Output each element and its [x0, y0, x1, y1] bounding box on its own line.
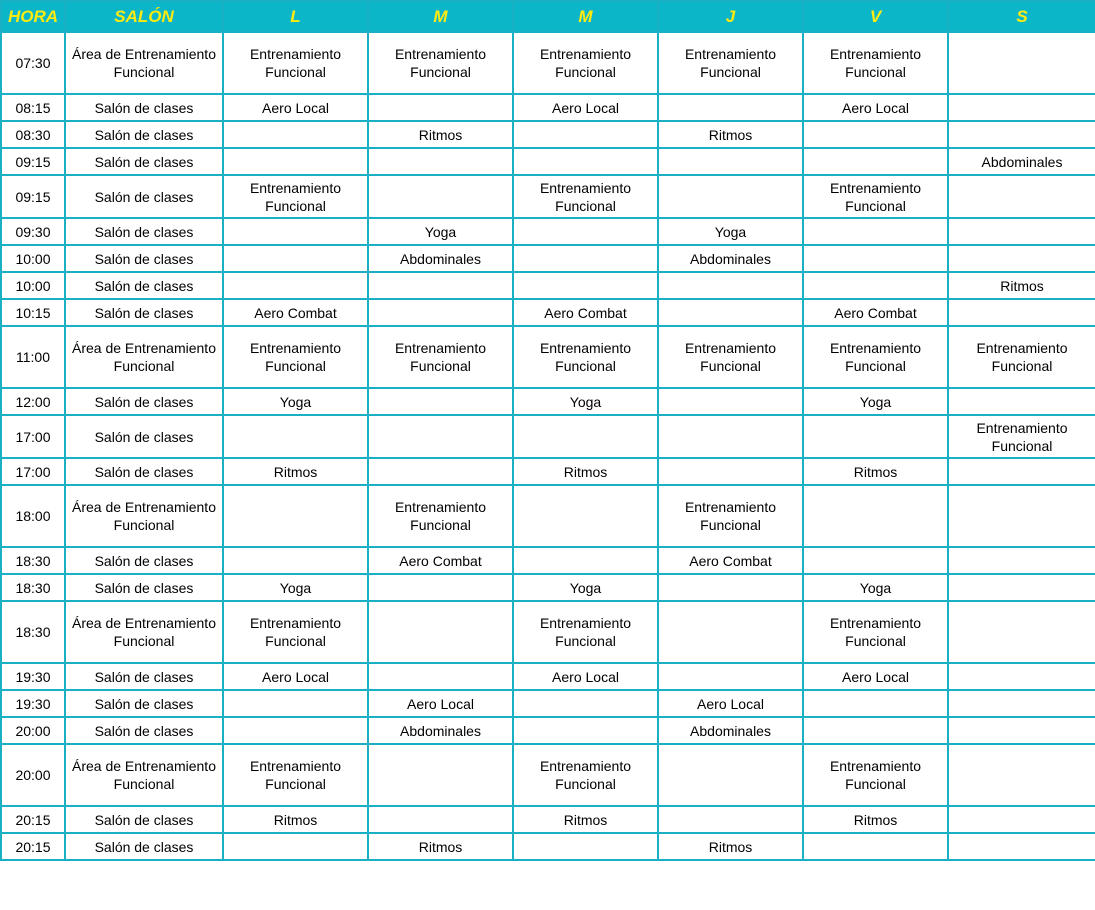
martes-cell — [368, 272, 513, 299]
jueves-cell: Entrenamiento Funcional — [658, 326, 803, 388]
jueves-cell: Ritmos — [658, 121, 803, 148]
salon-cell: Salón de clases — [65, 806, 223, 833]
miercoles-cell — [513, 833, 658, 860]
hora-cell: 08:15 — [1, 94, 65, 121]
jueves-cell — [658, 175, 803, 218]
jueves-cell — [658, 415, 803, 458]
jueves-cell — [658, 272, 803, 299]
miercoles-cell: Yoga — [513, 388, 658, 415]
salon-cell: Área de Entrenamiento Funcional — [65, 601, 223, 663]
miercoles-cell — [513, 272, 658, 299]
viernes-cell: Aero Local — [803, 94, 948, 121]
martes-cell — [368, 744, 513, 806]
schedule-row — [1, 717, 1095, 744]
jueves-cell: Aero Combat — [658, 547, 803, 574]
miercoles-cell — [513, 415, 658, 458]
hora-cell: 17:00 — [1, 458, 65, 485]
salon-cell: Salón de clases — [65, 218, 223, 245]
martes-cell: Abdominales — [368, 245, 513, 272]
martes-cell: Aero Combat — [368, 547, 513, 574]
salon-cell: Salón de clases — [65, 547, 223, 574]
header-row — [1, 1, 1095, 32]
martes-cell — [368, 175, 513, 218]
hora-cell: 10:00 — [1, 272, 65, 299]
lunes-cell — [223, 121, 368, 148]
header-viernes: V — [803, 1, 948, 32]
martes-cell: Abdominales — [368, 717, 513, 744]
sabado-cell — [948, 547, 1095, 574]
miercoles-cell: Entrenamiento Funcional — [513, 326, 658, 388]
viernes-cell: Ritmos — [803, 458, 948, 485]
schedule-row — [1, 833, 1095, 860]
header-jueves: J — [658, 1, 803, 32]
lunes-cell: Aero Combat — [223, 299, 368, 326]
viernes-cell — [803, 485, 948, 547]
header-sabado: S — [948, 1, 1095, 32]
jueves-cell — [658, 94, 803, 121]
viernes-cell — [803, 218, 948, 245]
lunes-cell: Entrenamiento Funcional — [223, 32, 368, 94]
schedule-row — [1, 245, 1095, 272]
miercoles-cell: Entrenamiento Funcional — [513, 175, 658, 218]
sabado-cell — [948, 32, 1095, 94]
viernes-cell — [803, 415, 948, 458]
lunes-cell — [223, 690, 368, 717]
sabado-cell — [948, 485, 1095, 547]
schedule-row — [1, 32, 1095, 94]
sabado-cell: Entrenamiento Funcional — [948, 415, 1095, 458]
hora-cell: 07:30 — [1, 32, 65, 94]
viernes-cell: Entrenamiento Funcional — [803, 601, 948, 663]
hora-cell: 09:15 — [1, 148, 65, 175]
schedule-row — [1, 806, 1095, 833]
lunes-cell — [223, 245, 368, 272]
hora-cell: 20:00 — [1, 744, 65, 806]
martes-cell — [368, 574, 513, 601]
salon-cell: Salón de clases — [65, 690, 223, 717]
hora-cell: 10:00 — [1, 245, 65, 272]
viernes-cell: Entrenamiento Funcional — [803, 744, 948, 806]
jueves-cell: Abdominales — [658, 245, 803, 272]
miercoles-cell — [513, 717, 658, 744]
lunes-cell — [223, 833, 368, 860]
jueves-cell — [658, 299, 803, 326]
lunes-cell — [223, 218, 368, 245]
hora-cell: 18:30 — [1, 601, 65, 663]
miercoles-cell — [513, 485, 658, 547]
schedule-row — [1, 388, 1095, 415]
salon-cell: Área de Entrenamiento Funcional — [65, 326, 223, 388]
viernes-cell — [803, 245, 948, 272]
hora-cell: 18:00 — [1, 485, 65, 547]
hora-cell: 10:15 — [1, 299, 65, 326]
schedule-row — [1, 326, 1095, 388]
schedule-row — [1, 121, 1095, 148]
jueves-cell: Ritmos — [658, 833, 803, 860]
lunes-cell: Entrenamiento Funcional — [223, 175, 368, 218]
lunes-cell: Entrenamiento Funcional — [223, 326, 368, 388]
lunes-cell — [223, 148, 368, 175]
lunes-cell — [223, 272, 368, 299]
hora-cell: 18:30 — [1, 547, 65, 574]
salon-cell: Salón de clases — [65, 245, 223, 272]
viernes-cell: Aero Combat — [803, 299, 948, 326]
viernes-cell: Entrenamiento Funcional — [803, 32, 948, 94]
sabado-cell — [948, 218, 1095, 245]
hora-cell: 18:30 — [1, 574, 65, 601]
martes-cell: Ritmos — [368, 833, 513, 860]
viernes-cell — [803, 547, 948, 574]
header-martes: M — [368, 1, 513, 32]
sabado-cell — [948, 806, 1095, 833]
sabado-cell — [948, 690, 1095, 717]
salon-cell: Salón de clases — [65, 299, 223, 326]
martes-cell — [368, 148, 513, 175]
sabado-cell — [948, 175, 1095, 218]
martes-cell: Yoga — [368, 218, 513, 245]
miercoles-cell — [513, 245, 658, 272]
salon-cell: Área de Entrenamiento Funcional — [65, 32, 223, 94]
hora-cell: 20:15 — [1, 833, 65, 860]
miercoles-cell: Aero Local — [513, 94, 658, 121]
header-miercoles: M — [513, 1, 658, 32]
schedule-row — [1, 148, 1095, 175]
salon-cell: Salón de clases — [65, 717, 223, 744]
jueves-cell — [658, 663, 803, 690]
miercoles-cell — [513, 218, 658, 245]
salon-cell: Salón de clases — [65, 663, 223, 690]
schedule-row — [1, 175, 1095, 218]
miercoles-cell: Ritmos — [513, 806, 658, 833]
salon-cell: Área de Entrenamiento Funcional — [65, 744, 223, 806]
viernes-cell: Aero Local — [803, 663, 948, 690]
viernes-cell — [803, 690, 948, 717]
lunes-cell — [223, 717, 368, 744]
sabado-cell — [948, 833, 1095, 860]
jueves-cell: Entrenamiento Funcional — [658, 485, 803, 547]
jueves-cell — [658, 806, 803, 833]
hora-cell: 20:15 — [1, 806, 65, 833]
sabado-cell — [948, 601, 1095, 663]
martes-cell — [368, 94, 513, 121]
sabado-cell — [948, 663, 1095, 690]
lunes-cell: Entrenamiento Funcional — [223, 601, 368, 663]
sabado-cell — [948, 299, 1095, 326]
lunes-cell: Ritmos — [223, 458, 368, 485]
schedule-row — [1, 299, 1095, 326]
viernes-cell — [803, 272, 948, 299]
sabado-cell — [948, 388, 1095, 415]
hora-cell: 09:15 — [1, 175, 65, 218]
viernes-cell: Ritmos — [803, 806, 948, 833]
jueves-cell — [658, 601, 803, 663]
miercoles-cell — [513, 547, 658, 574]
martes-cell — [368, 806, 513, 833]
hora-cell: 11:00 — [1, 326, 65, 388]
salon-cell: Salón de clases — [65, 833, 223, 860]
miercoles-cell: Yoga — [513, 574, 658, 601]
jueves-cell — [658, 744, 803, 806]
viernes-cell — [803, 717, 948, 744]
miercoles-cell — [513, 148, 658, 175]
martes-cell: Entrenamiento Funcional — [368, 485, 513, 547]
lunes-cell — [223, 547, 368, 574]
schedule-row — [1, 485, 1095, 547]
miercoles-cell: Entrenamiento Funcional — [513, 32, 658, 94]
martes-cell — [368, 601, 513, 663]
martes-cell — [368, 458, 513, 485]
jueves-cell — [658, 574, 803, 601]
sabado-cell — [948, 121, 1095, 148]
schedule-row — [1, 415, 1095, 458]
sabado-cell — [948, 94, 1095, 121]
martes-cell: Entrenamiento Funcional — [368, 326, 513, 388]
schedule-row — [1, 601, 1095, 663]
salon-cell: Salón de clases — [65, 175, 223, 218]
viernes-cell: Entrenamiento Funcional — [803, 175, 948, 218]
miercoles-cell: Entrenamiento Funcional — [513, 744, 658, 806]
miercoles-cell: Aero Local — [513, 663, 658, 690]
viernes-cell: Yoga — [803, 574, 948, 601]
martes-cell: Entrenamiento Funcional — [368, 32, 513, 94]
jueves-cell — [658, 148, 803, 175]
viernes-cell: Yoga — [803, 388, 948, 415]
viernes-cell: Entrenamiento Funcional — [803, 326, 948, 388]
schedule-body — [1, 32, 1095, 860]
schedule-row — [1, 663, 1095, 690]
lunes-cell — [223, 415, 368, 458]
martes-cell: Ritmos — [368, 121, 513, 148]
jueves-cell — [658, 458, 803, 485]
hora-cell: 19:30 — [1, 663, 65, 690]
schedule-row — [1, 744, 1095, 806]
lunes-cell: Aero Local — [223, 663, 368, 690]
sabado-cell — [948, 744, 1095, 806]
hora-cell: 08:30 — [1, 121, 65, 148]
jueves-cell: Yoga — [658, 218, 803, 245]
lunes-cell: Yoga — [223, 574, 368, 601]
lunes-cell: Aero Local — [223, 94, 368, 121]
martes-cell — [368, 663, 513, 690]
viernes-cell — [803, 121, 948, 148]
schedule-row — [1, 458, 1095, 485]
salon-cell: Salón de clases — [65, 415, 223, 458]
martes-cell — [368, 388, 513, 415]
martes-cell: Aero Local — [368, 690, 513, 717]
viernes-cell — [803, 833, 948, 860]
salon-cell: Salón de clases — [65, 388, 223, 415]
salon-cell: Salón de clases — [65, 148, 223, 175]
hora-cell: 19:30 — [1, 690, 65, 717]
miercoles-cell: Entrenamiento Funcional — [513, 601, 658, 663]
sabado-cell — [948, 458, 1095, 485]
lunes-cell: Entrenamiento Funcional — [223, 744, 368, 806]
jueves-cell — [658, 388, 803, 415]
lunes-cell: Ritmos — [223, 806, 368, 833]
jueves-cell: Abdominales — [658, 717, 803, 744]
jueves-cell: Aero Local — [658, 690, 803, 717]
miercoles-cell — [513, 121, 658, 148]
miercoles-cell — [513, 690, 658, 717]
salon-cell: Salón de clases — [65, 574, 223, 601]
sabado-cell: Entrenamiento Funcional — [948, 326, 1095, 388]
schedule-row — [1, 547, 1095, 574]
martes-cell — [368, 415, 513, 458]
header-lunes: L — [223, 1, 368, 32]
hora-cell: 12:00 — [1, 388, 65, 415]
schedule-row — [1, 218, 1095, 245]
salon-cell: Área de Entrenamiento Funcional — [65, 485, 223, 547]
hora-cell: 09:30 — [1, 218, 65, 245]
salon-cell: Salón de clases — [65, 94, 223, 121]
lunes-cell: Yoga — [223, 388, 368, 415]
miercoles-cell: Ritmos — [513, 458, 658, 485]
salon-cell: Salón de clases — [65, 458, 223, 485]
header-hora: HORA — [1, 1, 65, 32]
sabado-cell — [948, 245, 1095, 272]
salon-cell: Salón de clases — [65, 121, 223, 148]
schedule-row — [1, 94, 1095, 121]
schedule-row — [1, 574, 1095, 601]
sabado-cell: Abdominales — [948, 148, 1095, 175]
header-salon: SALÓN — [65, 1, 223, 32]
hora-cell: 17:00 — [1, 415, 65, 458]
salon-cell: Salón de clases — [65, 272, 223, 299]
schedule-row — [1, 272, 1095, 299]
martes-cell — [368, 299, 513, 326]
sabado-cell — [948, 574, 1095, 601]
miercoles-cell: Aero Combat — [513, 299, 658, 326]
viernes-cell — [803, 148, 948, 175]
sabado-cell: Ritmos — [948, 272, 1095, 299]
hora-cell: 20:00 — [1, 717, 65, 744]
sabado-cell — [948, 717, 1095, 744]
schedule-row — [1, 690, 1095, 717]
jueves-cell: Entrenamiento Funcional — [658, 32, 803, 94]
lunes-cell — [223, 485, 368, 547]
schedule-header — [1, 1, 1095, 32]
